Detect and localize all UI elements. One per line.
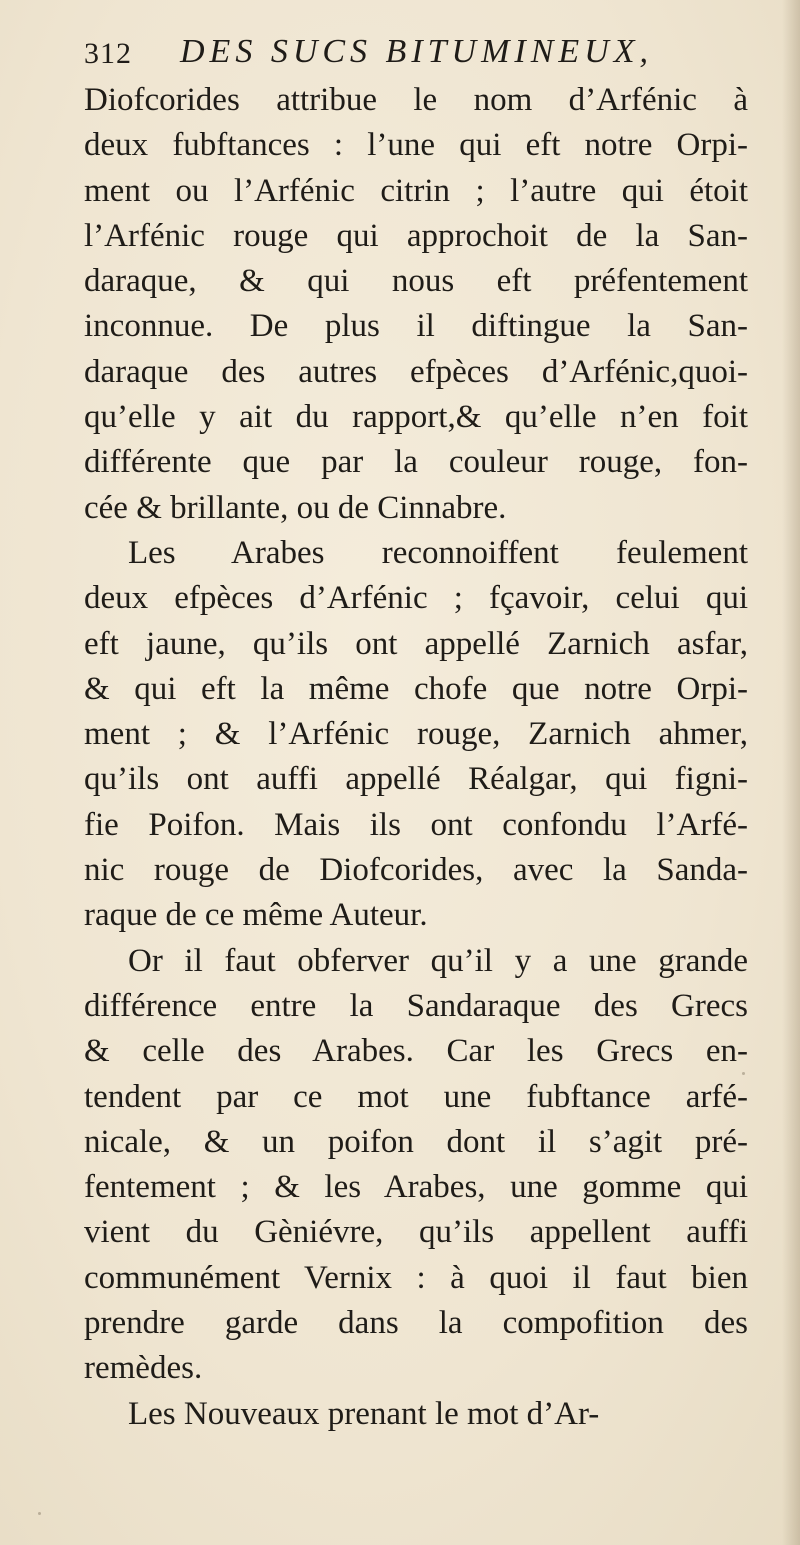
text-line: fentement ; & les Arabes, une gomme qui — [84, 1169, 748, 1206]
text-line: tendent par ce mot une fubftance arfé- — [84, 1078, 748, 1115]
text-line: remèdes. — [84, 1350, 203, 1387]
running-title: DES SUCS BITUMINEUX, — [180, 33, 654, 70]
text-line: & celle des Arabes. Car les Grecs en- — [84, 1033, 748, 1070]
text-line: Les Arabes reconnoiffent feulement — [128, 534, 748, 571]
text-line: cée & brillante, ou de Cinnabre. — [84, 489, 507, 526]
text-line: fie Poifon. Mais ils ont confondu l’Arfé- — [84, 806, 748, 843]
text-line: communément Vernix : à quoi il faut bien — [84, 1259, 748, 1296]
text-line: deux efpèces d’Arfénic ; fçavoir, celui qui — [84, 580, 748, 617]
page-number: 312 — [84, 37, 132, 70]
body-text — [84, 78, 748, 1437]
running-header — [84, 33, 748, 75]
text-line: nic rouge de Diofcorides, avec la Sanda- — [84, 852, 748, 889]
text-line: eft jaune, qu’ils ont appellé Zarnich asfar, — [84, 625, 748, 662]
text-line: inconnue. De plus il diftingue la San- — [84, 308, 748, 345]
text-line: Diofcorides attribue le nom d’Arfénic à — [84, 82, 748, 118]
text-line: différence entre la Sandaraque des Grecs — [84, 987, 748, 1024]
text-line: prendre garde dans la compofition des — [84, 1305, 748, 1342]
text-line: Or il faut obferver qu’il y a une grande — [128, 942, 748, 979]
text-line: qu’elle y ait du rapport,& qu’elle n’en foit — [84, 399, 748, 436]
text-line: différente que par la couleur rouge, fon- — [84, 444, 748, 481]
page-edge-shadow — [782, 0, 800, 1545]
paper-speck — [38, 1512, 41, 1515]
text-line: daraque des autres efpèces d’Arfénic,quoi- — [84, 353, 748, 390]
text-line: vient du Gèniévre, qu’ils appellent auffi — [84, 1214, 748, 1251]
text-line: l’Arfénic rouge qui approchoit de la San- — [84, 217, 748, 254]
text-line: deux fubftances : l’une qui eft notre Orpi- — [84, 127, 748, 164]
text-line: nicale, & un poifon dont il s’agit pré- — [84, 1123, 748, 1160]
text-line: ment ou l’Arfénic citrin ; l’autre qui étoit — [84, 172, 748, 209]
text-line: ment ; & l’Arfénic rouge, Zarnich ahmer, — [84, 716, 748, 753]
text-line: Les Nouveaux prenant le mot d’Ar- — [128, 1395, 600, 1432]
text-line: daraque, & qui nous eft préfentement — [84, 263, 748, 300]
text-line: qu’ils ont auffi appellé Réalgar, qui figni- — [84, 761, 748, 798]
text-line: raque de ce même Auteur. — [84, 897, 428, 934]
text-line: & qui eft la même chofe que notre Orpi- — [84, 670, 748, 707]
